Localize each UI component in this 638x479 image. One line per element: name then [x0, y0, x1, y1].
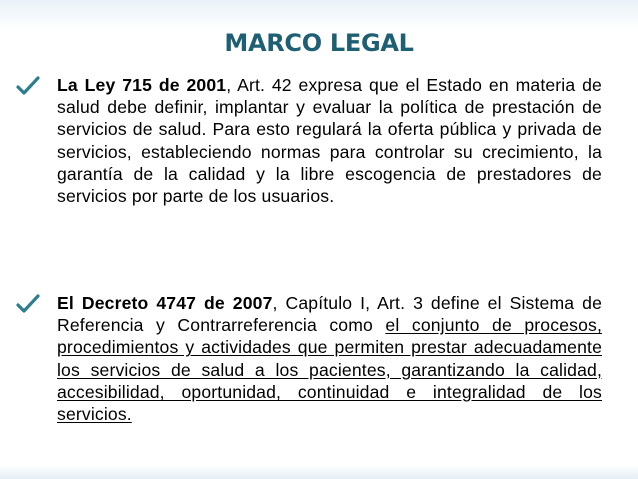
- bullet-lead-decree: El Decreto 4747 de 2007: [57, 293, 273, 313]
- checkmark-icon: [16, 293, 40, 315]
- top-decoration-band: [0, 0, 638, 30]
- bullet-body-text: , Art. 42 expresa que el Estado en materia de salud debe definir, implantar y evaluar la política de prestación de servicios de salud. Para esto regulará la oferta pública y privada de servicios, estableciendo normas para controlar su crecimiento, la garantía de la calidad y la libre escogencia de prestadores de servicios por parte de los usuarios.: [57, 75, 602, 207]
- bullet-paragraph: [57, 292, 602, 425]
- bullet-lead-law: La Ley 715 de 2001: [57, 75, 227, 95]
- bullet-item-decreto-4747: [16, 292, 603, 425]
- slide-title: MARCO LEGAL: [224, 29, 414, 57]
- bullet-paragraph: [57, 74, 602, 207]
- checkmark-icon: [16, 75, 40, 97]
- bullet-item-ley-715: [16, 74, 600, 207]
- bottom-decoration-band: [0, 465, 638, 479]
- bullet-underlined-definition: el conjunto de procesos, procedimientos y actividades que permiten prestar adecuadamente los servicios de salud a los pacientes, garantizando la calidad, accesibilidad, oportunidad, continuidad e integralidad de los servicios.: [57, 315, 602, 425]
- bullet-body-text: , Capítulo I, Art. 3 define el Sistema de Referencia y Contrarreferencia como: [57, 293, 603, 336]
